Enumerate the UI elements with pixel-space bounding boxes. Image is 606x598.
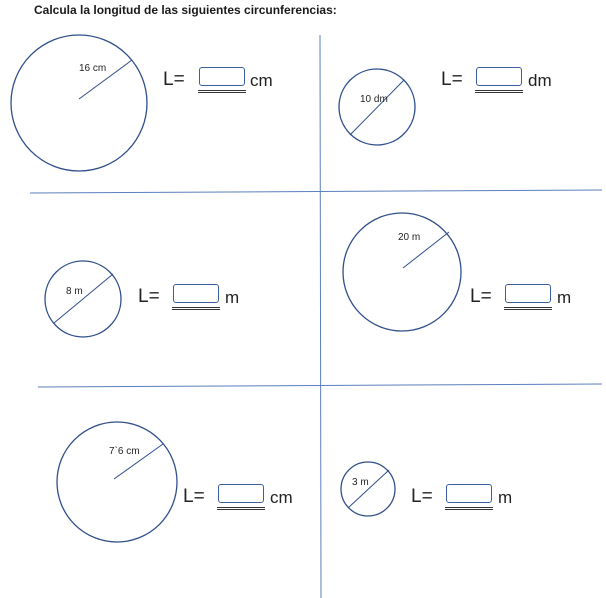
horizontal-divider-1 <box>30 190 602 193</box>
measure-label-6: 3 m <box>352 477 369 488</box>
circle-figure-5 <box>57 422 177 542</box>
answer-row-1 <box>163 67 293 95</box>
length-label: L= <box>470 286 492 307</box>
circle-4 <box>343 213 461 331</box>
answer-row-6 <box>411 484 521 512</box>
vertical-divider <box>320 35 321 598</box>
answer-input-1[interactable] <box>199 67 245 86</box>
measure-label-3: 8 m <box>66 286 83 297</box>
answer-input-6[interactable] <box>446 484 492 503</box>
answer-input-3[interactable] <box>173 284 219 303</box>
circle-figure-1 <box>11 35 147 171</box>
answer-input-5[interactable] <box>218 484 264 503</box>
answer-underline <box>504 307 552 310</box>
diameter-line-2 <box>350 80 404 135</box>
horizontal-divider-2 <box>38 384 602 387</box>
unit-label: m <box>557 288 572 307</box>
length-label: L= <box>183 486 205 507</box>
diameter-line-6 <box>348 470 389 508</box>
circle-figure-3 <box>45 261 121 337</box>
answer-underline <box>172 307 220 310</box>
measure-label-2: 10 dm <box>360 94 388 105</box>
circle-1 <box>11 35 147 171</box>
answer-input-4[interactable] <box>505 284 551 303</box>
measure-label-4: 20 m <box>398 232 421 243</box>
length-label: L= <box>441 69 463 90</box>
measure-label-1: 16 cm <box>79 63 107 74</box>
measure-label-5: 7`6 cm <box>109 446 140 457</box>
unit-label: dm <box>528 71 552 90</box>
diameter-line-3 <box>54 274 113 323</box>
length-label: L= <box>138 286 160 307</box>
answer-underline <box>217 507 265 510</box>
length-label: L= <box>411 486 433 507</box>
unit-label: m <box>498 488 513 507</box>
answer-row-5 <box>183 484 313 512</box>
answer-row-2 <box>441 67 571 95</box>
answer-underline <box>445 507 493 510</box>
unit-label: cm <box>250 71 273 90</box>
answer-underline <box>198 90 246 93</box>
length-label: L= <box>163 69 185 90</box>
circle-figure-4 <box>343 213 461 331</box>
answer-input-2[interactable] <box>476 67 522 86</box>
circle-5 <box>57 422 177 542</box>
circle-figure-6 <box>341 462 395 516</box>
unit-label: cm <box>270 488 293 507</box>
worksheet-title: Calcula la longitud de las siguientes circunferencias: <box>34 3 337 17</box>
unit-label: m <box>225 288 240 307</box>
answer-underline <box>475 90 523 93</box>
answer-row-3 <box>138 284 248 312</box>
circle-figure-2 <box>339 69 415 145</box>
answer-row-4 <box>470 284 580 312</box>
